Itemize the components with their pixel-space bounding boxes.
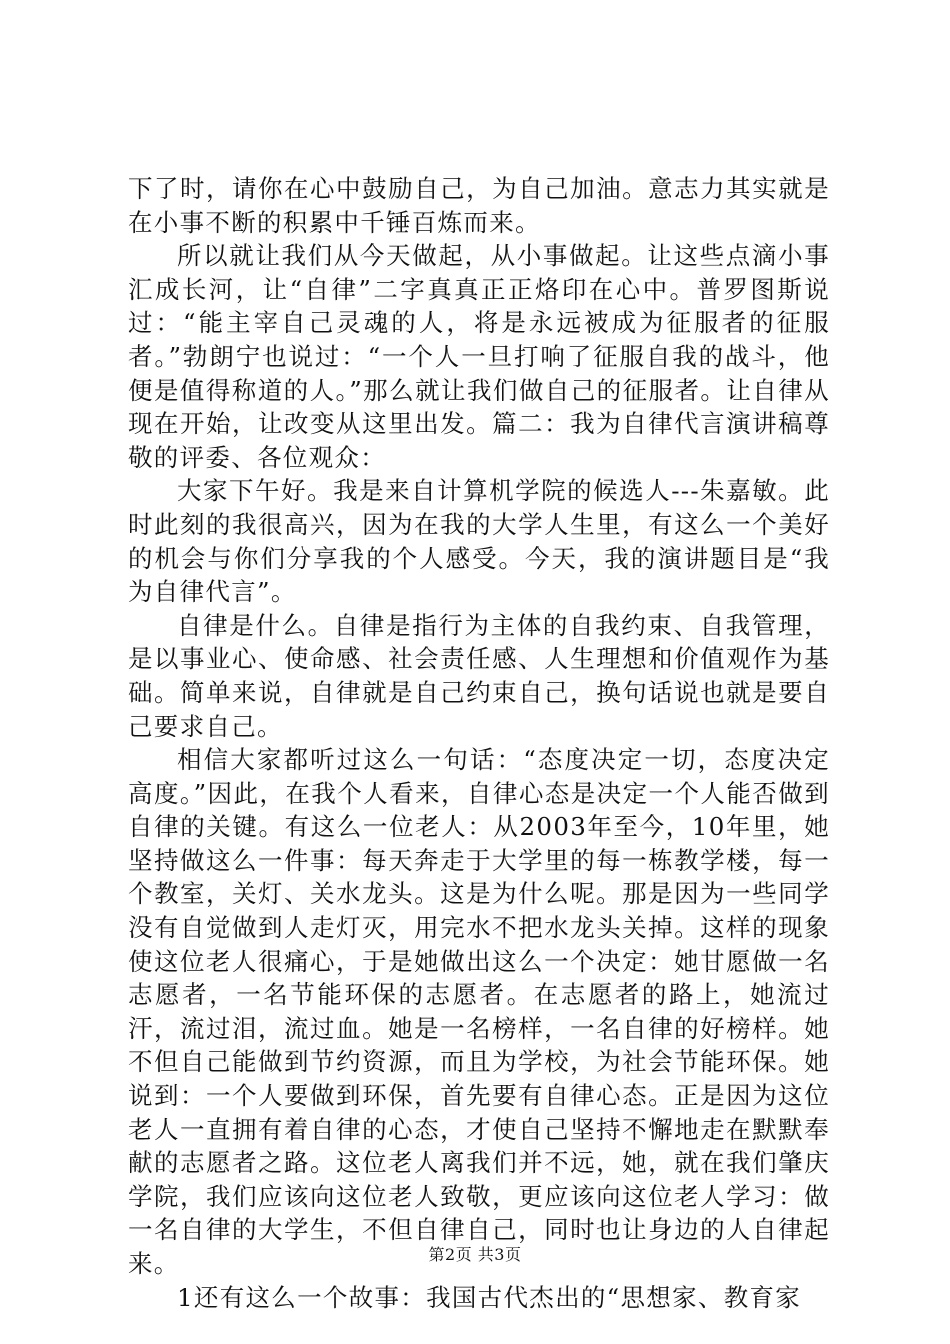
paragraph-2: 所以就让我们从今天做起，从小事做起。让这些点滴小事汇成长河，让“自律”二字真真正正烙印在心中。普罗图斯说过：“能主宰自己灵魂的人，将是永远被成为征服者的征服者。”勃朗宁也说过：“一个人一旦打响了征服自我的战斗，他便是值得称道的人。”那么就让我们做自己的征服者。让自律从现在开始，让改变从这里出发。篇二：我为自律代言演讲稿尊敬的评委、各位观众： xyxy=(128,241,830,472)
document-body xyxy=(128,172,830,1314)
paragraph-3: 大家下午好。我是来自计算机学院的候选人---朱嘉敏。此时此刻的我很高兴，因为在我的大学人生里，有这么一个美好的机会与你们分享我的个人感受。今天，我的演讲题目是“我为自律代言”。 xyxy=(128,476,830,607)
page-number-footer: 第2页 共3页 xyxy=(428,1245,522,1264)
paragraph-6: 1还有这么一个故事：我国古代杰出的“思想家、教育家 xyxy=(177,1282,802,1312)
paragraph-1: 下了时，请你在心中鼓励自己，为自己加油。意志力其实就是在小事不断的积累中千锤百炼而来。 xyxy=(128,174,830,237)
paragraph-5: 相信大家都听过这么一句话：“态度决定一切，态度决定高度。”因此，在我个人看来，自律心态是决定一个人能否做到自律的关键。有这么一位老人：从2003年至今，10年里，她坚持做这么一件事：每天奔走于大学里的每一栋教学楼，每一个教室，关灯、关水龙头。这是为什么呢。那是因为一些同学没有自觉做到人走灯灭，用完水不把水龙头关掉。这样的现象使这位老人很痛心，于是她做出这么一个决定：她甘愿做一名志愿者，一名节能环保的志愿者。在志愿者的路上，她流过汗，流过泪，流过血。她是一名榜样，一名自律的好榜样。她不但自己能做到节约资源，而且为学校，为社会节能环保。她说到：一个人要做到环保，首先要有自律心态。正是因为这位老人一直拥有着自律的心态，才使自己坚持不懈地走在默默奉献的志愿者之路。这位老人离我们并不远，她，就在我们肇庆学院，我们应该向这位老人致敬，更应该向这位老人学习：做一名自律的大学生，不但自律自己，同时也让身边的人自律起来。 xyxy=(128,745,830,1278)
paragraph-4: 自律是什么。自律是指行为主体的自我约束、自我管理，是以事业心、使命感、社会责任感、人生理想和价值观作为基础。简单来说，自律就是自己约束自己，换句话说也就是要自己要求自己。 xyxy=(128,610,830,741)
